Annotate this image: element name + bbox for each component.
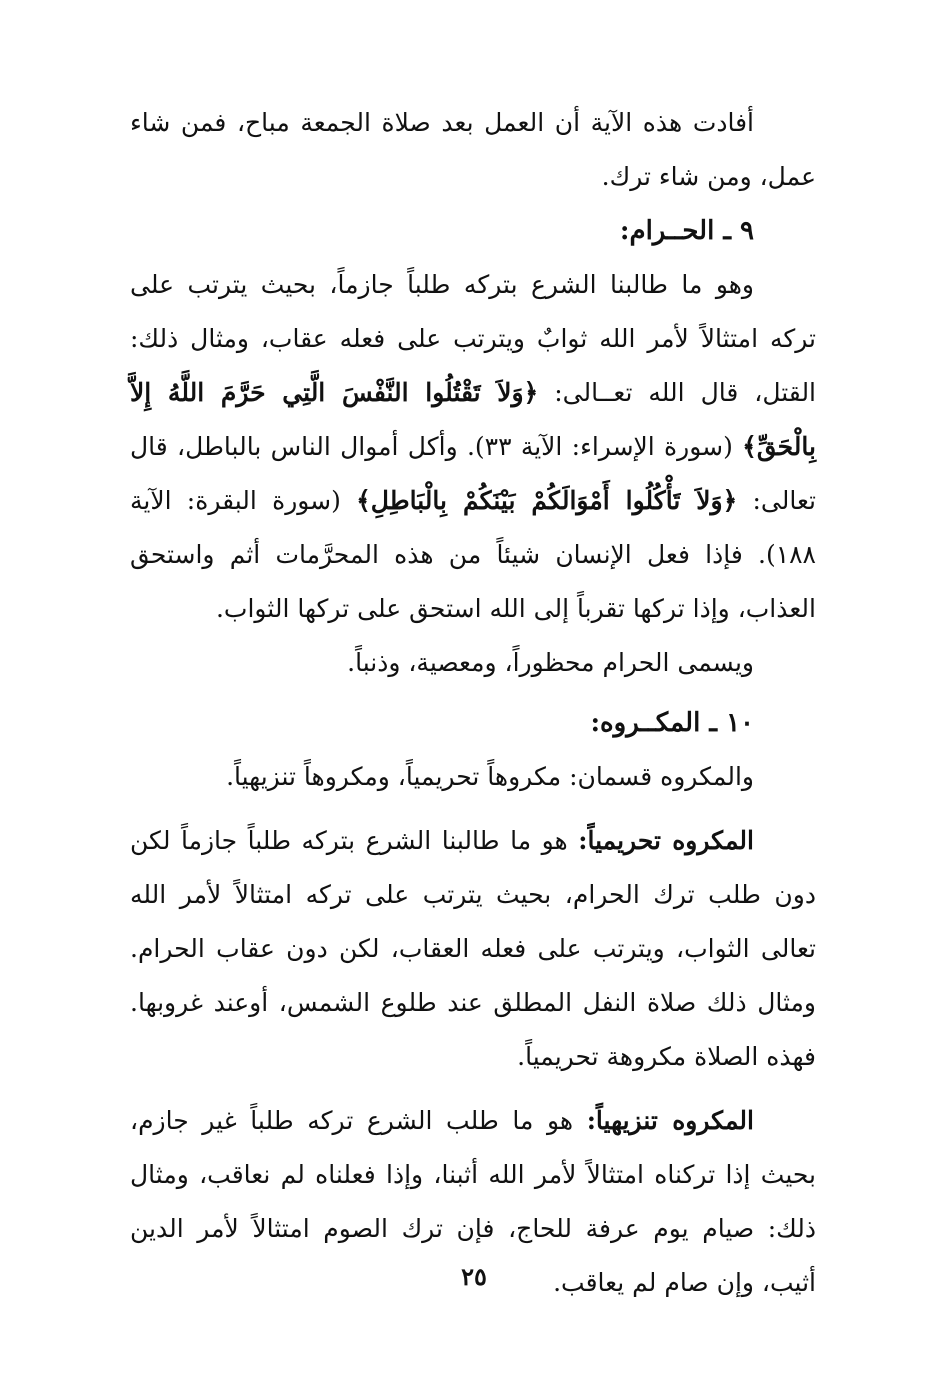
makruh-tanzihi-text: هو ما طلب الشرع تركه طلباً غير جازم، بحيث إذا تركناه امتثالاً لأمر الله أثبنا، وإذا فعلناه لم نعاقب، ومثال ذلك: صيام يوم عرفة للحاج، فإن ترك الصوم امتثالاً لأمر الدين أثيب، وإن صام لم يعاقب. <box>130 1106 816 1297</box>
haram-text-b: (سورة الإسراء: الآية ٣٣). وأكل أموال الناس بالباطل، قال تعالى: <box>130 432 816 515</box>
paragraph-makruh-types: والمكروه قسمان: مكروهاً تحريمياً، ومكروهاً تنزيهياً. <box>226 762 754 791</box>
haram-text-c: (سورة البقرة: الآية ١٨٨). فإذا فعل الإنسان شيئاً من هذه المحرَّمات أثم واستحق العذاب، وإذا تركها تقرباً إلى الله استحق على تركها الثواب. <box>130 486 816 623</box>
quran-verse-baqara: ﴿وَلاَ تَأْكُلُوا أَمْوَالَكُمْ بَيْنَكُمْ بِالْبَاطِلِ﴾ <box>356 486 738 515</box>
term-makruh-tahrimi: المكروه تحريمياً: <box>578 826 754 855</box>
heading-makruh: ١٠ ـ المكــروه: <box>590 708 754 738</box>
paragraph-intro: أفادت هذه الآية أن العمل بعد صلاة الجمعة مباح، فمن شاء عمل، ومن شاء ترك. <box>130 108 816 191</box>
quran-verse-isra: ﴿وَلاَ تَقْتُلُوا النَّفْسَ الَّتِي حَرَّمَ اللَّهُ إِلاَّ بِالْحَقِّ﴾ <box>130 378 816 461</box>
paragraph-haram-definition <box>130 258 816 636</box>
paragraph-haram-names: ويسمى الحرام محظوراً، ومعصية، وذنباً. <box>347 648 754 677</box>
term-makruh-tanzihi: المكروه تنزيهياً: <box>586 1106 754 1135</box>
makruh-tahrimi-text: هو ما طالبنا الشرع بتركه طلباً جازماً لكن دون طلب ترك الحرام، بحيث يترتب على تركه امتثالاً لأمر الله تعالى الثواب، ويترتب على فعله العقاب، لكن دون عقاب الحرام. ومثال ذلك صلاة النفل المطلق عند طلوع الشمس، أوعند غروبها. فهذه الصلاة مكروهة تحريمياً. <box>130 826 816 1071</box>
heading-haram: ٩ ـ الحــرام: <box>619 216 754 246</box>
paragraph-makruh-tahrimi <box>130 814 816 1084</box>
page-number: ٢٥ <box>461 1262 487 1291</box>
haram-text-a: وهو ما طالبنا الشرع بتركه طلباً جازماً، بحيث يترتب على تركه امتثالاً لأمر الله ثوابٌ ويترتب على فعله عقاب، ومثال ذلك: القتل، قال الله تعــالى: <box>130 270 817 407</box>
